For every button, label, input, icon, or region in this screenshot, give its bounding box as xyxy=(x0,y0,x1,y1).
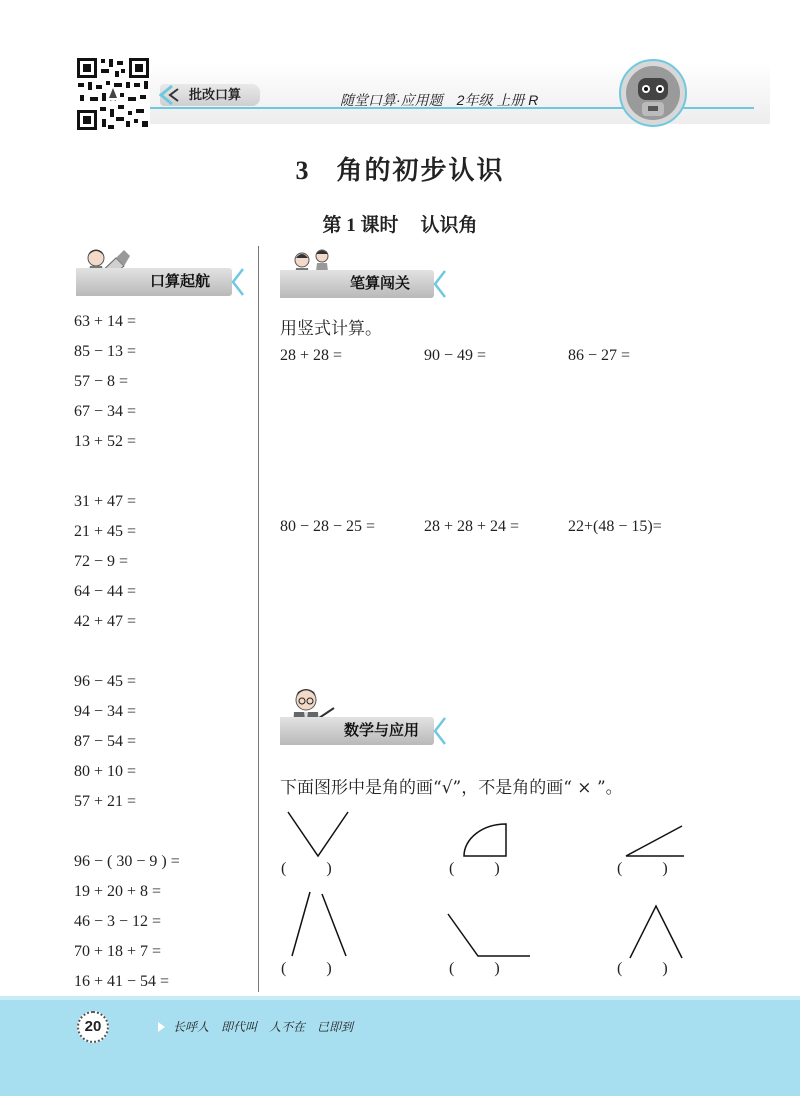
answer-blank[interactable]: ( ) xyxy=(449,960,500,977)
page-number: 20 xyxy=(77,1011,109,1043)
oral-group xyxy=(74,852,254,1002)
figure-open-lines xyxy=(288,890,352,960)
oral-problem: 19 + 20 + 8 = xyxy=(74,883,162,900)
oral-problem: 57 + 21 = xyxy=(74,793,137,810)
oral-group xyxy=(74,312,254,462)
oral-problem: 63 + 14 = xyxy=(74,313,137,330)
oral-problem: 57 − 8 = xyxy=(74,373,129,390)
written-problem: 86 − 27 = xyxy=(568,347,631,364)
header-tab-label: 批改口算 xyxy=(188,87,241,102)
play-arrow-icon xyxy=(158,1022,165,1032)
chapter-title xyxy=(0,150,800,187)
qr-code-icon xyxy=(76,57,150,131)
chevron-left-icon xyxy=(432,270,448,298)
column-divider xyxy=(258,246,259,992)
oral-problem: 87 − 54 = xyxy=(74,733,137,750)
written-problem: 28 + 28 = xyxy=(280,347,343,364)
footer-edge xyxy=(0,996,800,1000)
oral-problem: 31 + 47 = xyxy=(74,493,137,510)
oral-problem-list xyxy=(74,312,254,1032)
figure-acute-angle xyxy=(624,824,686,860)
figure-quarter-arc xyxy=(460,822,510,858)
figure-caret-angle xyxy=(626,902,686,960)
chevron-left-icon xyxy=(158,83,182,107)
oral-problem: 85 − 13 = xyxy=(74,343,137,360)
oral-problem: 13 + 52 = xyxy=(74,433,137,450)
oral-problem: 70 + 18 + 7 = xyxy=(74,943,162,960)
written-problem: 90 − 49 = xyxy=(424,347,487,364)
written-problem: 80 − 28 − 25 = xyxy=(280,518,376,535)
answer-blank[interactable]: ( ) xyxy=(449,860,500,877)
oral-group xyxy=(74,672,254,822)
oral-group xyxy=(74,492,254,642)
chapter-number: 3 xyxy=(295,156,311,185)
answer-blank[interactable]: ( ) xyxy=(617,960,668,977)
oral-problem: 21 + 45 = xyxy=(74,523,137,540)
lesson-name: 认识角 xyxy=(420,215,478,236)
oral-problem: 94 − 34 = xyxy=(74,703,137,720)
oral-problem: 46 − 3 − 12 = xyxy=(74,913,162,930)
oral-problem: 67 − 34 = xyxy=(74,403,137,420)
lesson-title xyxy=(0,210,800,237)
oral-problem: 96 − 45 = xyxy=(74,673,137,690)
book-title: 随堂口算·应用题 2年级 上册 R xyxy=(340,92,539,108)
oral-problem: 72 − 9 = xyxy=(74,553,129,570)
footer-slogan: 长呼人 即代叫 人不在 已即到 xyxy=(173,1020,354,1034)
answer-blank[interactable]: ( ) xyxy=(281,960,332,977)
chapter-name: 角的初步认识 xyxy=(336,156,505,185)
answer-blank[interactable]: ( ) xyxy=(281,860,332,877)
answer-blank[interactable]: ( ) xyxy=(617,860,668,877)
written-instruction: 用竖式计算。 xyxy=(280,319,382,339)
section-title-written: 笔算闯关 xyxy=(350,275,411,292)
oral-problem: 16 + 41 − 54 = xyxy=(74,973,170,990)
written-problem: 22+(48 − 15)= xyxy=(568,518,662,535)
chevron-left-icon xyxy=(230,268,246,296)
figure-v-angle xyxy=(284,808,352,860)
robot-mascot-icon xyxy=(618,58,688,128)
figure-obtuse-angle xyxy=(446,912,534,960)
written-problem: 28 + 28 + 24 = xyxy=(424,518,520,535)
oral-problem: 42 + 47 = xyxy=(74,613,137,630)
oral-problem: 80 + 10 = xyxy=(74,763,137,780)
applied-instruction: 下面图形中是角的画“√”，不是角的画“ × ”。 xyxy=(280,778,623,798)
section-banner-oral xyxy=(76,268,246,296)
section-title-oral: 口算起航 xyxy=(150,273,211,290)
section-title-applied: 数学与应用 xyxy=(344,722,420,739)
oral-problem: 64 − 44 = xyxy=(74,583,137,600)
oral-problem: 96 − ( 30 − 9 ) = xyxy=(74,853,180,870)
section-banner-written xyxy=(280,270,448,298)
section-banner-applied xyxy=(280,717,448,745)
footer-band xyxy=(0,998,800,1096)
chevron-left-icon xyxy=(432,717,448,745)
lesson-number: 第 1 课时 xyxy=(322,215,399,236)
